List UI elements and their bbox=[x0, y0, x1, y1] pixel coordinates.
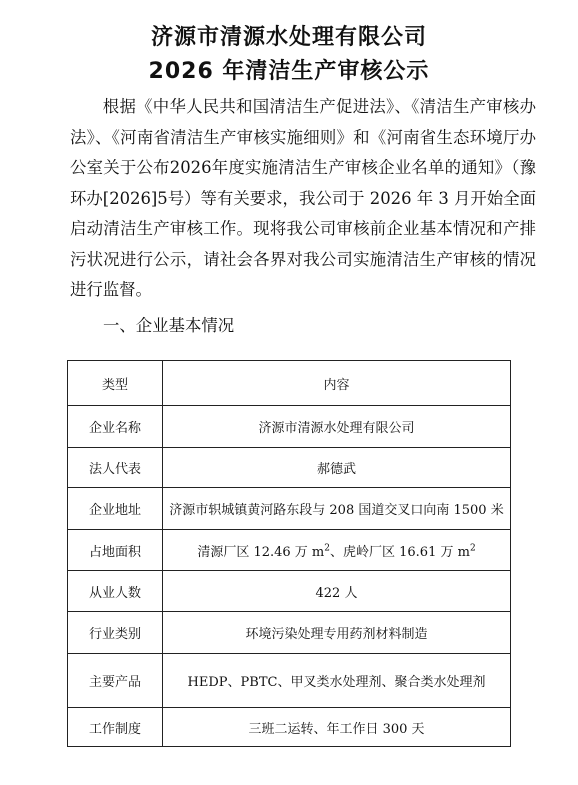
section-heading: 一、企业基本情况 bbox=[103, 316, 235, 335]
area-text-2: 、虎岭厂区 16.61 万 m bbox=[330, 544, 470, 560]
table-header-value: 内容 bbox=[163, 361, 511, 406]
row-value-products: HEDP、PBTC、甲叉类水处理剂、聚合类水处理剂 bbox=[163, 654, 511, 708]
row-value-area bbox=[163, 530, 511, 571]
document-title-line2: 2026 年清洁生产审核公示 bbox=[148, 59, 430, 84]
row-key-legal-rep: 法人代表 bbox=[68, 448, 163, 488]
table-row bbox=[68, 448, 511, 488]
row-key-area: 占地面积 bbox=[68, 530, 163, 571]
row-key-work-system: 工作制度 bbox=[68, 708, 163, 747]
table-row bbox=[68, 654, 511, 708]
table-header-row bbox=[68, 361, 511, 406]
table-row bbox=[68, 530, 511, 571]
row-value-company-name: 济源市清源水处理有限公司 bbox=[163, 406, 511, 448]
row-key-products: 主要产品 bbox=[68, 654, 163, 708]
area-sup-1: 2 bbox=[324, 543, 330, 554]
table-header-key: 类型 bbox=[68, 361, 163, 406]
area-sup-2: 2 bbox=[469, 543, 476, 554]
row-key-company-name: 企业名称 bbox=[68, 406, 163, 448]
intro-paragraph: 根据《中华人民共和国清洁生产促进法》、《清洁生产审核办法》、《河南省清洁生产审核实施细则》和《河南省生态环境厅办公室关于公布2026年度实施清洁生产审核企业名单的通知》（豫环办[2026]5号）等有关要求，我公司于 2026 年 3 月开始全面启动清洁生产审核工作。现将我公司审核前企业基本情况和产排污状况进行公示，请社会各界对我公司实施清洁生产审核的情况进行监督。 bbox=[70, 97, 536, 299]
row-value-legal-rep: 郝德武 bbox=[163, 448, 511, 488]
row-value-industry: 环境污染处理专用药剂材料制造 bbox=[163, 612, 511, 654]
company-info-table bbox=[67, 360, 511, 747]
area-text-1: 清源厂区 12.46 万 m bbox=[197, 544, 325, 560]
table-row bbox=[68, 406, 511, 448]
row-value-address: 济源市轵城镇黄河路东段与 208 国道交叉口向南 1500 米 bbox=[163, 488, 511, 530]
row-value-work-system: 三班二运转、年工作日 300 天 bbox=[163, 708, 511, 747]
document-title-line1: 济源市清源水处理有限公司 bbox=[150, 25, 427, 50]
table-row bbox=[68, 488, 511, 530]
table-row bbox=[68, 708, 511, 747]
row-key-address: 企业地址 bbox=[68, 488, 163, 530]
row-key-industry: 行业类别 bbox=[68, 612, 163, 654]
table-row bbox=[68, 612, 511, 654]
row-key-employees: 从业人数 bbox=[68, 571, 163, 612]
row-value-employees: 422 人 bbox=[163, 571, 511, 612]
table-row bbox=[68, 571, 511, 612]
